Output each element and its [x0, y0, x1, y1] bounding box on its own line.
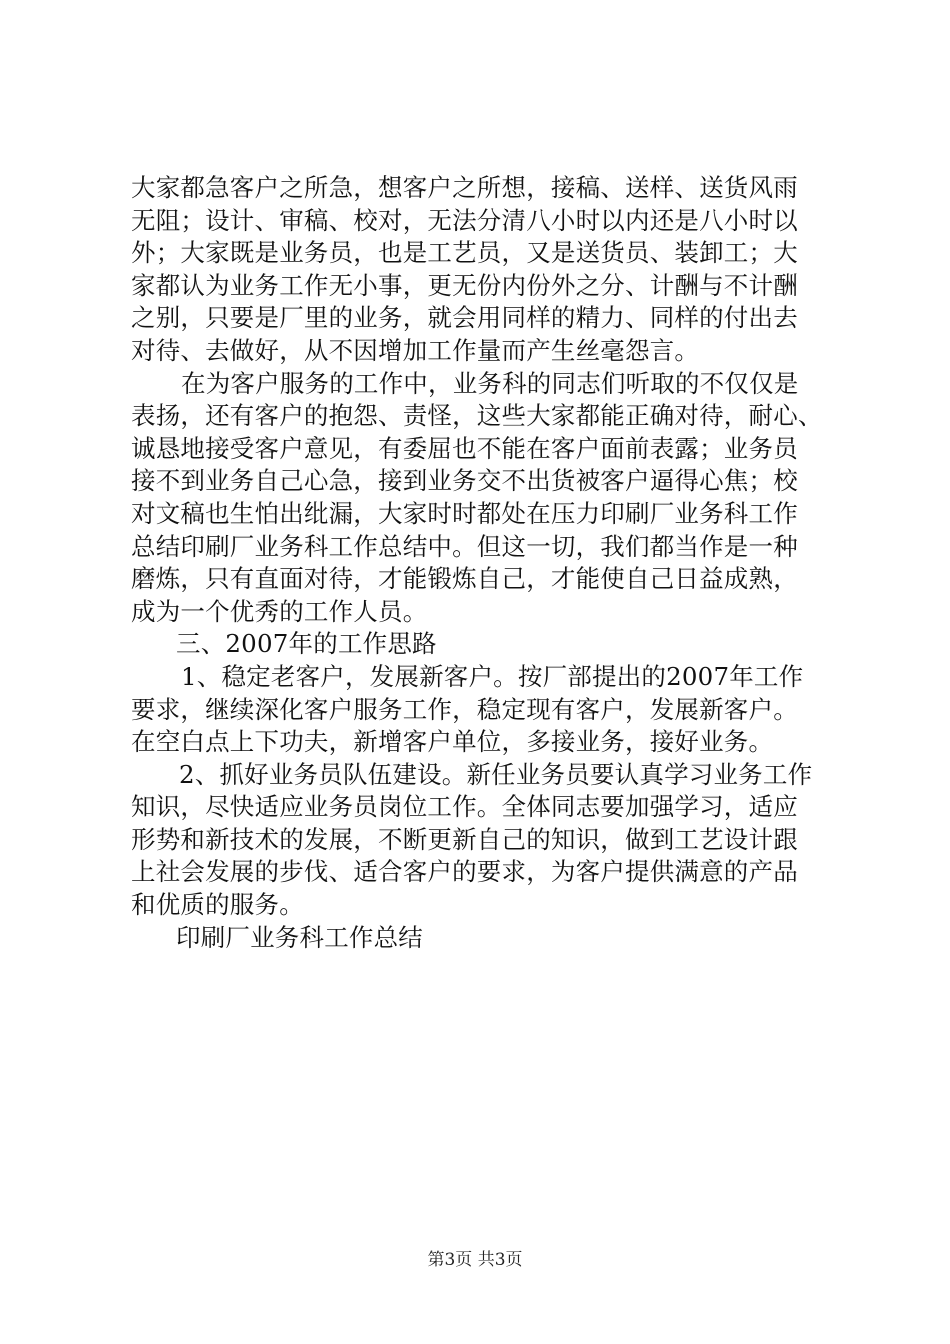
- text-line: 家都认为业务工作无小事，更无份内份外之分、计酬与不计酬: [131, 270, 798, 300]
- text-line: 大家都急客户之所急，想客户之所想，接稿、送样、送货风雨: [131, 173, 798, 202]
- text-line: 上社会发展的步伐、适合客户的要求，为客户提供满意的产品: [131, 857, 798, 887]
- text-line: 对文稿也生怕出纰漏，大家时时都处在压力印刷厂业务科工作: [131, 498, 798, 528]
- document-body: [131, 172, 831, 954]
- text-line: 之别，只要是厂里的业务，就会用同样的精力、同样的付出去: [131, 303, 798, 333]
- section-heading: 三、2007年的工作思路: [176, 629, 437, 659]
- text-line: 总结印刷厂业务科工作总结中。但这一切，我们都当作是一种: [131, 531, 798, 561]
- text-line: 知识，尽快适应业务员岗位工作。全体同志要加强学习，适应: [131, 792, 798, 822]
- text-line: 和优质的服务。: [131, 890, 304, 920]
- closing-title: 印刷厂业务科工作总结: [176, 922, 423, 952]
- page-footer: 第3页 共3页: [427, 1250, 523, 1270]
- text-line: 对待、去做好，从不因增加工作量而产生丝毫怨言。: [131, 335, 700, 365]
- text-line: 无阻；设计、审稿、校对，无法分清八小时以内还是八小时以: [131, 205, 798, 235]
- text-line: 接不到业务自己心急，接到业务交不出货被客户逼得心焦；校: [131, 466, 798, 496]
- text-line: 诚恳地接受客户意见，有委屈也不能在客户面前表露；业务员: [131, 433, 798, 463]
- text-line: 成为一个优秀的工作人员。: [131, 596, 428, 626]
- text-line: 形势和新技术的发展，不断更新自己的知识，做到工艺设计跟: [131, 824, 798, 854]
- text-line: 表扬，还有客户的抱怨、责怪，这些大家都能正确对待，耐心、: [131, 401, 823, 431]
- paragraph-start-line: 在为客户服务的工作中，业务科的同志们听取的不仅仅是: [181, 368, 799, 398]
- paragraph-start-line: 2、抓好业务员队伍建设。新任业务员要认真学习业务工作: [179, 759, 813, 789]
- text-line: 要求，继续深化客户服务工作，稳定现有客户，发展新客户。: [131, 694, 798, 724]
- text-line: 外；大家既是业务员，也是工艺员，又是送货员、装卸工；大: [131, 238, 798, 268]
- text-line: 在空白点上下功夫，新增客户单位，多接业务，接好业务。: [131, 727, 774, 757]
- text-line: 磨炼，只有直面对待，才能锻炼自己，才能使自己日益成熟，: [131, 564, 798, 594]
- paragraph-start-line: 1、稳定老客户，发展新客户。按厂部提出的2007年工作: [181, 661, 804, 691]
